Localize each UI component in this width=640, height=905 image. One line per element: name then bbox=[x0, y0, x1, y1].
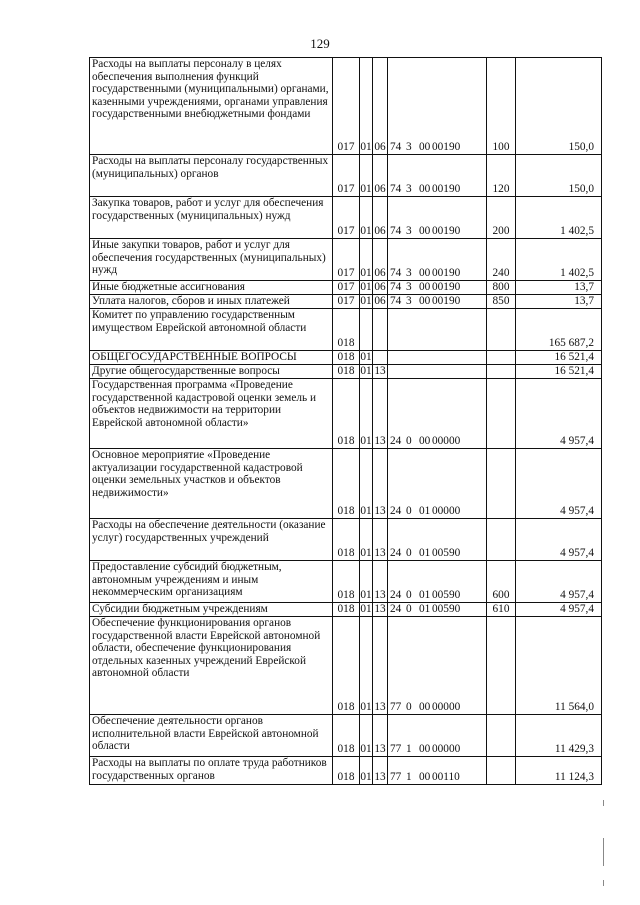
table-row bbox=[90, 519, 602, 561]
csr-part: 01 bbox=[419, 547, 431, 560]
csr-part: 01 bbox=[419, 589, 431, 602]
csr-part: 74 bbox=[390, 295, 402, 308]
table-row bbox=[90, 58, 602, 155]
rz-cell: 01 bbox=[360, 155, 373, 197]
csr-cell bbox=[388, 379, 487, 449]
row-name-cell: Обеспечение деятельности органов исполнительной власти Еврейской автономной области bbox=[90, 715, 333, 757]
sum-cell: 4 957,4 bbox=[516, 603, 602, 617]
csr-part: 00190 bbox=[432, 267, 461, 280]
ved-cell: 017 bbox=[333, 295, 360, 309]
ved-cell: 018 bbox=[333, 449, 360, 519]
ved-cell: 018 bbox=[333, 561, 360, 603]
csr-cell bbox=[388, 715, 487, 757]
csr-part: 00000 bbox=[432, 435, 461, 448]
csr-part: 00190 bbox=[432, 141, 461, 154]
vr-cell bbox=[487, 351, 516, 365]
sum-cell: 16 521,4 bbox=[516, 365, 602, 379]
csr-part: 00190 bbox=[432, 295, 461, 308]
rz-cell: 01 bbox=[360, 519, 373, 561]
csr-part: 74 bbox=[390, 141, 402, 154]
csr-cell bbox=[388, 757, 487, 785]
pr-cell: 06 bbox=[373, 58, 388, 155]
rz-cell: 01 bbox=[360, 449, 373, 519]
vr-cell: 200 bbox=[487, 197, 516, 239]
row-name-cell: Субсидии бюджетным учреждениям bbox=[90, 603, 333, 617]
sum-cell: 13,7 bbox=[516, 295, 602, 309]
vr-cell: 610 bbox=[487, 603, 516, 617]
ved-cell: 018 bbox=[333, 757, 360, 785]
table-row bbox=[90, 155, 602, 197]
sum-cell: 11 124,3 bbox=[516, 757, 602, 785]
csr-cell bbox=[388, 617, 487, 715]
row-name-cell: Расходы на выплаты персоналу в целях обеспечения выполнения функций государственными (муниципальными) органами, казенными учреждениями, органами управления государственными внебюджетными фондами bbox=[90, 58, 333, 155]
table-row bbox=[90, 309, 602, 351]
table-row bbox=[90, 561, 602, 603]
sum-cell: 4 957,4 bbox=[516, 449, 602, 519]
csr-part: 00 bbox=[419, 701, 431, 714]
csr-part: 00190 bbox=[432, 183, 461, 196]
csr-part: 74 bbox=[390, 267, 402, 280]
sum-cell: 4 957,4 bbox=[516, 519, 602, 561]
sum-cell: 13,7 bbox=[516, 281, 602, 295]
vr-cell bbox=[487, 519, 516, 561]
sum-cell: 165 687,2 bbox=[516, 309, 602, 351]
pr-cell: 06 bbox=[374, 281, 386, 294]
row-name-cell: Государственная программа «Проведение государственной кадастровой оценки земель и объектов недвижимости на территории Еврейской автономной области» bbox=[90, 379, 333, 449]
csr-cell bbox=[388, 603, 487, 617]
csr-part: 00 bbox=[419, 281, 431, 294]
table-row bbox=[90, 379, 602, 449]
table-row bbox=[90, 197, 602, 239]
csr-part: 0 bbox=[406, 505, 412, 518]
csr-part: 24 bbox=[390, 589, 402, 602]
table-body bbox=[90, 58, 602, 785]
pr-cell bbox=[373, 309, 388, 351]
csr-part: 3 bbox=[406, 267, 412, 280]
csr-part: 24 bbox=[390, 603, 402, 616]
ved-cell: 017 bbox=[333, 58, 360, 155]
table-row bbox=[90, 295, 602, 309]
csr-part: 3 bbox=[406, 295, 412, 308]
vr-cell bbox=[487, 715, 516, 757]
sum-cell: 11 564,0 bbox=[516, 617, 602, 715]
csr-cell bbox=[388, 197, 487, 239]
sum-cell: 4 957,4 bbox=[516, 379, 602, 449]
vr-cell bbox=[487, 379, 516, 449]
row-name-cell: Закупка товаров, работ и услуг для обеспечения государственных (муниципальных) нужд bbox=[90, 197, 333, 239]
table-row bbox=[90, 757, 602, 785]
vr-cell: 240 bbox=[487, 239, 516, 281]
row-name-cell: Иные закупки товаров, работ и услуг для обеспечения государственных (муниципальных) нужд bbox=[90, 239, 333, 281]
pr-cell: 06 bbox=[374, 295, 386, 308]
csr-part: 1 bbox=[406, 743, 412, 756]
rz-cell: 01 bbox=[360, 561, 373, 603]
csr-part: 00590 bbox=[432, 547, 461, 560]
csr-cell bbox=[388, 351, 487, 365]
sum-cell: 11 429,3 bbox=[516, 715, 602, 757]
pr-cell: 13 bbox=[373, 715, 388, 757]
rz-cell: 01 bbox=[360, 379, 373, 449]
row-name-cell: Расходы на выплаты персоналу государственных (муниципальных) органов bbox=[90, 155, 333, 197]
csr-part: 00000 bbox=[432, 701, 461, 714]
row-name-cell: Комитет по управлению государственным имуществом Еврейской автономной области bbox=[90, 309, 333, 351]
ved-cell: 018 bbox=[333, 365, 360, 379]
margin-mark bbox=[603, 800, 604, 806]
pr-cell: 06 bbox=[373, 239, 388, 281]
rz-cell: 01 bbox=[360, 757, 373, 785]
csr-cell bbox=[388, 365, 487, 379]
vr-cell: 120 bbox=[487, 155, 516, 197]
csr-part: 24 bbox=[390, 547, 402, 560]
ved-cell: 017 bbox=[333, 239, 360, 281]
csr-part: 00190 bbox=[432, 225, 461, 238]
pr-cell: 13 bbox=[373, 519, 388, 561]
rz-cell: 01 bbox=[360, 197, 373, 239]
vr-cell: 850 bbox=[487, 295, 516, 309]
ved-cell: 018 bbox=[333, 715, 360, 757]
csr-part: 00 bbox=[419, 295, 431, 308]
ved-cell: 017 bbox=[333, 281, 360, 295]
csr-part: 00 bbox=[419, 225, 431, 238]
table-row bbox=[90, 449, 602, 519]
sum-cell: 16 521,4 bbox=[516, 351, 602, 365]
row-name-cell: Расходы на выплаты по оплате труда работников государственных органов bbox=[90, 757, 333, 785]
csr-cell bbox=[388, 281, 487, 295]
pr-cell bbox=[373, 351, 388, 365]
csr-cell bbox=[388, 58, 487, 155]
csr-cell bbox=[388, 519, 487, 561]
csr-cell bbox=[388, 295, 487, 309]
ved-cell: 018 bbox=[333, 519, 360, 561]
pr-cell: 13 bbox=[373, 449, 388, 519]
sum-cell: 150,0 bbox=[516, 58, 602, 155]
row-name-cell: Расходы на обеспечение деятельности (оказание услуг) государственных учреждений bbox=[90, 519, 333, 561]
csr-part: 74 bbox=[390, 225, 402, 238]
vr-cell: 600 bbox=[487, 561, 516, 603]
sum-cell: 4 957,4 bbox=[516, 561, 602, 603]
pr-cell: 06 bbox=[373, 155, 388, 197]
table-row bbox=[90, 239, 602, 281]
ved-cell: 018 bbox=[333, 379, 360, 449]
table-row bbox=[90, 617, 602, 715]
rz-cell: 01 bbox=[360, 281, 372, 294]
csr-part: 01 bbox=[419, 505, 431, 518]
sum-cell: 1 402,5 bbox=[516, 239, 602, 281]
csr-part: 00 bbox=[419, 141, 431, 154]
csr-part: 00 bbox=[419, 435, 431, 448]
page-number: 129 bbox=[310, 36, 330, 51]
rz-cell: 01 bbox=[360, 365, 372, 378]
csr-part: 00190 bbox=[432, 281, 461, 294]
csr-part: 01 bbox=[419, 603, 431, 616]
row-name-cell: Предоставление субсидий бюджетным, автономным учреждениям и иным некоммерческим организациям bbox=[90, 561, 333, 603]
row-name-cell: Основное мероприятие «Проведение актуализации государственной кадастровой оценки земельных участков и объектов недвижимости» bbox=[90, 449, 333, 519]
csr-part: 0 bbox=[406, 589, 412, 602]
pr-cell: 13 bbox=[373, 561, 388, 603]
vr-cell bbox=[487, 617, 516, 715]
csr-part: 3 bbox=[406, 281, 412, 294]
csr-cell bbox=[388, 449, 487, 519]
rz-cell: 01 bbox=[360, 617, 373, 715]
vr-cell: 100 bbox=[487, 58, 516, 155]
csr-part: 0 bbox=[406, 603, 412, 616]
vr-cell bbox=[487, 449, 516, 519]
table-row bbox=[90, 715, 602, 757]
vr-cell bbox=[487, 757, 516, 785]
rz-cell bbox=[360, 309, 373, 351]
csr-part: 00 bbox=[419, 743, 431, 756]
csr-part: 00000 bbox=[432, 743, 461, 756]
rz-cell: 01 bbox=[360, 239, 373, 281]
csr-part: 00 bbox=[419, 267, 431, 280]
csr-part: 1 bbox=[406, 771, 412, 784]
margin-mark bbox=[603, 838, 604, 866]
csr-part: 24 bbox=[390, 435, 402, 448]
csr-cell bbox=[388, 561, 487, 603]
ved-cell: 017 bbox=[333, 197, 360, 239]
vr-cell bbox=[487, 309, 516, 351]
csr-part: 74 bbox=[390, 281, 402, 294]
row-name-cell: Другие общегосударственные вопросы bbox=[90, 365, 333, 379]
pr-cell: 13 bbox=[373, 617, 388, 715]
pr-cell: 13 bbox=[373, 757, 388, 785]
pr-cell: 13 bbox=[373, 379, 388, 449]
budget-table bbox=[89, 57, 602, 785]
table-row bbox=[90, 351, 602, 365]
pr-cell: 13 bbox=[374, 603, 386, 616]
margin-mark bbox=[603, 880, 604, 886]
csr-part: 3 bbox=[406, 141, 412, 154]
row-name-cell: ОБЩЕГОСУДАРСТВЕННЫЕ ВОПРОСЫ bbox=[90, 351, 333, 365]
table-row bbox=[90, 365, 602, 379]
csr-part: 77 bbox=[390, 743, 402, 756]
rz-cell: 01 bbox=[360, 58, 373, 155]
csr-cell bbox=[388, 155, 487, 197]
sum-cell: 1 402,5 bbox=[516, 197, 602, 239]
table-row bbox=[90, 603, 602, 617]
vr-cell bbox=[487, 365, 516, 379]
ved-cell: 018 bbox=[333, 617, 360, 715]
ved-cell: 018 bbox=[333, 603, 360, 617]
csr-part: 00000 bbox=[432, 505, 461, 518]
csr-part: 74 bbox=[390, 183, 402, 196]
rz-cell: 01 bbox=[360, 603, 372, 616]
rz-cell: 01 bbox=[360, 295, 372, 308]
csr-part: 0 bbox=[406, 435, 412, 448]
rz-cell: 01 bbox=[360, 351, 372, 364]
pr-cell: 13 bbox=[374, 365, 386, 378]
row-name-cell: Уплата налогов, сборов и иных платежей bbox=[90, 295, 333, 309]
csr-part: 00110 bbox=[432, 771, 460, 784]
pr-cell: 06 bbox=[373, 197, 388, 239]
csr-part: 00 bbox=[419, 183, 431, 196]
row-name-cell: Иные бюджетные ассигнования bbox=[90, 281, 333, 295]
csr-part: 3 bbox=[406, 183, 412, 196]
csr-part: 77 bbox=[390, 701, 402, 714]
csr-part: 77 bbox=[390, 771, 402, 784]
table-row bbox=[90, 281, 602, 295]
csr-part: 0 bbox=[406, 547, 412, 560]
ved-cell: 018 bbox=[333, 351, 360, 365]
csr-part: 00590 bbox=[432, 589, 461, 602]
vr-cell: 800 bbox=[487, 281, 516, 295]
row-name-cell: Обеспечение функционирования органов государственной власти Еврейской автономной области, обеспечение функционирования отдельных казенных учреждений Еврейской автономной области bbox=[90, 617, 333, 715]
ved-cell: 017 bbox=[333, 155, 360, 197]
csr-part: 3 bbox=[406, 225, 412, 238]
csr-part: 00 bbox=[419, 771, 431, 784]
csr-cell bbox=[388, 309, 487, 351]
rz-cell: 01 bbox=[360, 715, 373, 757]
csr-part: 24 bbox=[390, 505, 402, 518]
csr-cell bbox=[388, 239, 487, 281]
sum-cell: 150,0 bbox=[516, 155, 602, 197]
ved-cell: 018 bbox=[333, 309, 360, 351]
csr-part: 0 bbox=[406, 701, 412, 714]
csr-part: 00590 bbox=[432, 603, 461, 616]
